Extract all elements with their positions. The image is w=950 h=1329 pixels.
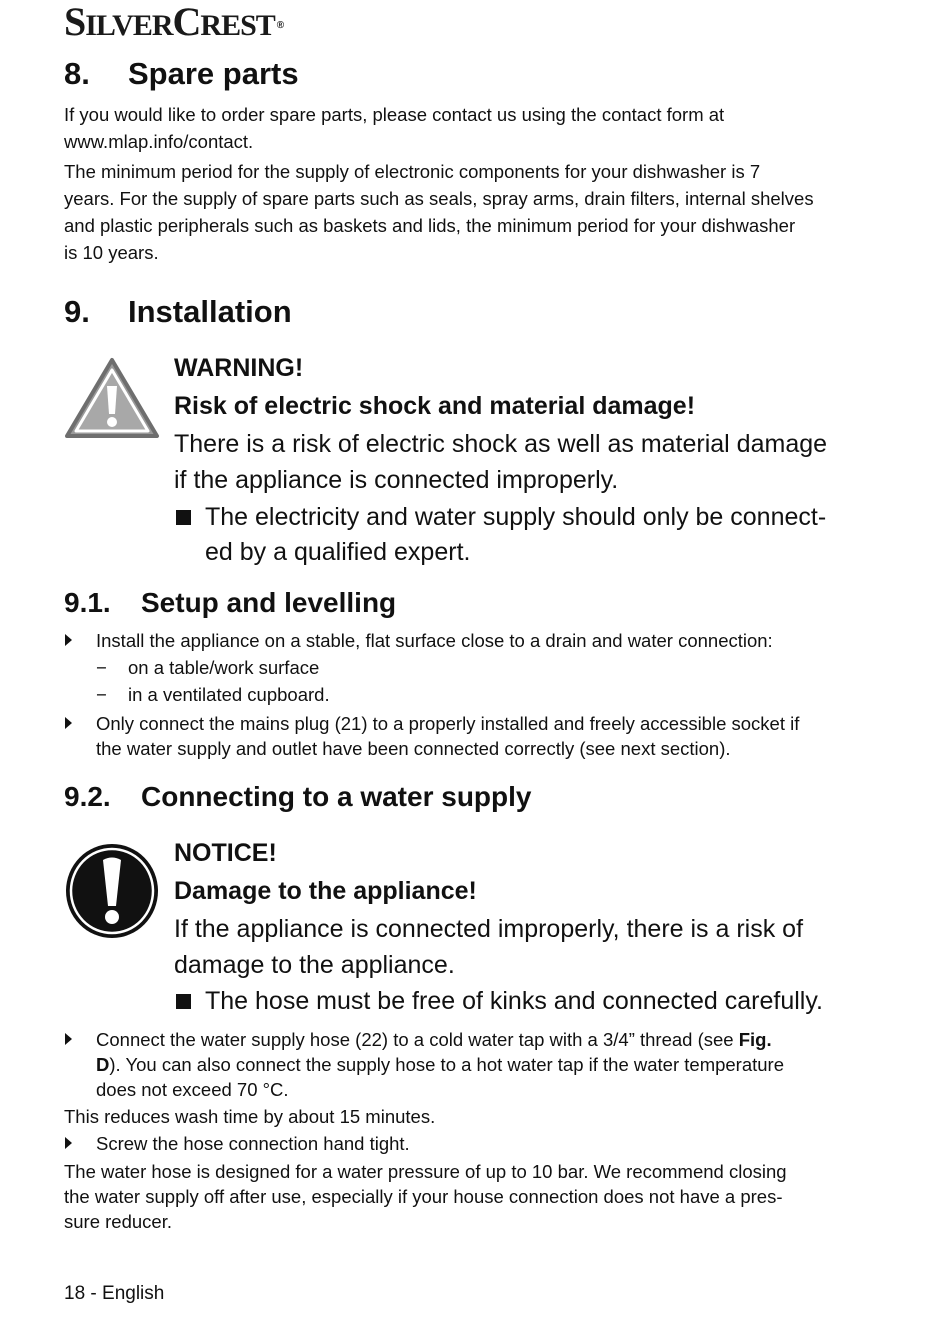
section-8-heading: 8. Spare parts — [64, 56, 299, 91]
notice-text-line: If the appliance is connected improperly, there is a risk of — [174, 915, 804, 943]
warning-text-line: There is a risk of electric shock as well as material damage — [174, 430, 828, 458]
warning-triangle-icon — [64, 356, 160, 440]
square-bullet-icon — [176, 510, 191, 525]
notice-exclamation-icon — [64, 842, 160, 940]
warning-bullet-line: The electricity and water supply should only be connect- — [205, 503, 827, 531]
step-text: D). You can also connect the supply hose to a hot water tap if the water temperature — [96, 1054, 785, 1075]
warning-text-line: if the appliance is connected improperly. — [174, 466, 619, 494]
paragraph-line: the water supply off after use, especially if your house connection does not have a pres- — [64, 1186, 783, 1207]
paragraph-line: The water hose is designed for a water pressure of up to 10 bar. We recommend closing — [64, 1161, 787, 1182]
notice-label: NOTICE! — [174, 839, 277, 867]
notice-bullet: The hose must be free of kinks and connected carefully. — [205, 987, 823, 1015]
paragraph-line: If you would like to order spare parts, please contact us using the contact form at — [64, 104, 725, 125]
step-text: Screw the hose connection hand tight. — [96, 1133, 410, 1154]
paragraph-line: is 10 years. — [64, 242, 159, 263]
page-footer: 18 - English — [64, 1283, 165, 1304]
step-text: the water supply and outlet have been connected correctly (see next section). — [96, 738, 731, 759]
paragraph-line: The minimum period for the supply of electronic components for your dishwasher is 7 — [64, 161, 761, 182]
paragraph-line: www.mlap.info/contact. — [64, 131, 254, 152]
notice-subtitle: Damage to the appliance! — [174, 877, 477, 905]
warning-subtitle: Risk of electric shock and material damage! — [174, 392, 696, 420]
step-arrow-icon — [65, 1137, 72, 1149]
step-arrow-icon — [65, 634, 72, 646]
section-9-heading: 9. Installation — [64, 294, 292, 329]
brand-logo: SILVERCREST ® — [64, 0, 284, 44]
paragraph-line: years. For the supply of spare parts such as seals, spray arms, drain filters, internal shelves — [64, 188, 814, 209]
step-text: Connect the water supply hose (22) to a cold water tap with a 3/4” thread (see Fig. — [96, 1029, 772, 1050]
section-9-1-heading: 9.1. Setup and levelling — [64, 587, 397, 618]
step-arrow-icon — [65, 717, 72, 729]
dash-bullet: − — [96, 657, 107, 678]
sub-item: in a ventilated cupboard. — [128, 684, 330, 705]
warning-label: WARNING! — [174, 354, 304, 382]
step-text: Install the appliance on a stable, flat surface close to a drain and water connection: — [96, 630, 773, 651]
paragraph-line: sure reducer. — [64, 1211, 172, 1232]
square-bullet-icon — [176, 994, 191, 1009]
step-text: Only connect the mains plug (21) to a properly installed and freely accessible socket if — [96, 713, 800, 734]
paragraph-line: This reduces wash time by about 15 minutes. — [64, 1106, 436, 1127]
section-9-2-heading: 9.2. Connecting to a water supply — [64, 781, 532, 812]
notice-text-line: damage to the appliance. — [174, 951, 455, 979]
paragraph-line: and plastic peripherals such as baskets and lids, the minimum period for your dishwasher — [64, 215, 796, 236]
dash-bullet: − — [96, 684, 107, 705]
step-text: does not exceed 70 °C. — [96, 1079, 289, 1100]
step-arrow-icon — [65, 1033, 72, 1045]
sub-item: on a table/work surface — [128, 657, 320, 678]
warning-bullet-line: ed by a qualified expert. — [205, 538, 471, 566]
